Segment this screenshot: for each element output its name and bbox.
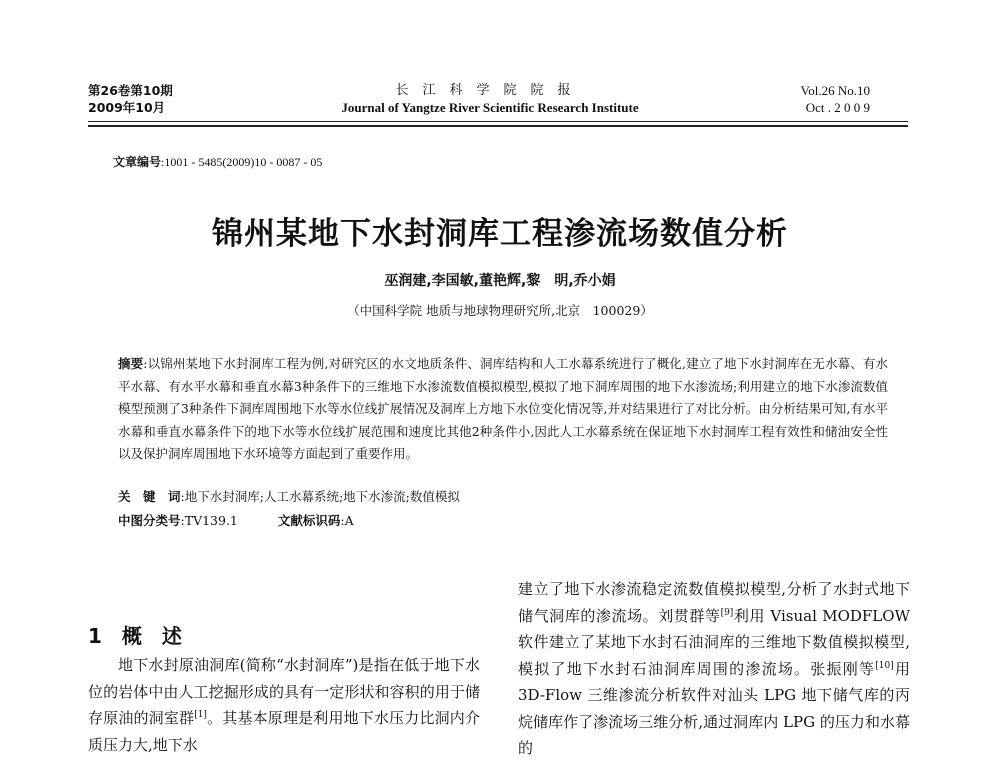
abstract-label: 摘要 [118,356,144,371]
doc-code-label: 文献标识码 [277,513,341,528]
citation-ref-9: [9] [720,607,734,618]
classification-line [118,511,354,529]
paper-title: 锦州某地下水封洞库工程渗流场数值分析 [212,216,788,252]
abstract [118,353,888,466]
section-number: 1 [88,624,102,648]
right-paragraph-part1: 建立了地下水渗流稳定流数值模拟模型,分析了水封式地下储气洞库的渗流场。刘贯群等 [518,580,910,625]
clc-label: 中图分类号 [118,513,181,528]
header-rule-thick [88,125,908,127]
clc-value: :TV139.1 [180,513,238,528]
publication-date-en: Oct . 2 0 0 9 [805,100,870,115]
section-title: 概 述 [121,624,182,648]
keywords-label: 关 键 词 [118,489,181,504]
volume-issue: 第26卷第10期 [88,83,173,98]
publication-date: 2009年10月 [88,100,166,115]
article-number-label: 文章编号 [113,155,162,169]
body-right-column [518,576,910,762]
journal-name-en: Journal of Yangtze River Scientific Research Institute [341,100,639,115]
article-number-value: :1001 - 5485(2009)10 - 0087 - 05 [161,155,323,169]
keywords-text: :地下水封洞库;人工水幕系统;地下水渗流;数值模拟 [180,489,460,504]
right-paragraph-part2: 利用 Visual MODFLOW 软件建立了某地下水封石油洞库的三维地下数值模拟模型,模拟了地下水封石油洞库周围的渗流场。张振刚等 [518,606,910,678]
paper-authors: 巫润建,李国敏,董艳辉,黎 明,乔小娟 [384,273,616,289]
journal-name-cn: 长江科学院院报 [395,83,585,98]
citation-ref-10: [10] [875,660,894,671]
citation-ref-1: [1] [194,710,207,720]
keywords [118,487,460,505]
author-affiliation: （中国科学院 地质与地球物理研究所,北京 100029） [347,303,653,318]
journal-name [250,82,730,116]
section-heading-1 [88,620,182,649]
body-left-column [88,652,480,758]
journal-volume-info [88,82,173,116]
volume-issue-en: Vol.26 No.10 [800,83,870,98]
left-paragraph-part1: 地下水封原油洞库(简称“水封洞库”)是指在低于地下水位的岩体中由人工挖掘形成的具有一定形状和容积的用于储存原油的洞室群 [88,656,480,727]
header-rule-thin [88,121,908,122]
article-number [113,153,322,170]
journal-volume-en [801,82,870,116]
abstract-text: :以锦州某地下水封洞库工程为例,对研究区的水文地质条件、洞库结构和人工水幕系统进行了概化,建立了地下水封洞库在无水幕、有水平水幕、有水平水幕和垂直水幕3种条件下的三维地下水渗流数值模拟模型,模拟了地下洞库周围的地下水渗流场;利用建立的地下水渗流数值模型预测了3种条件下洞库周围地下水等水位线扩展情况及洞库上方地下水位变化情况等,并对结果进行了对比分析。由分析结果可知,有水平水幕和垂直水幕条件下的地下水等水位线扩展范围和速度比其他2种条件小,因此人工水幕系统在保证地下水封洞库工程有效性和储油安全性以及保护洞库周围地下水环境等方面起到了重要作用。 [118,356,888,461]
right-paragraph-part3: 用 3D-Flow 三维渗流分析软件对汕头 LPG 地下储气库的丙烷储库作了渗流场三维分析,通过洞库内 LPG 的压力和水幕的 [518,659,910,757]
doc-code-value: :A [340,513,354,528]
left-paragraph-part2: 。其基本原理是利用地下水压力比洞内介质压力大,地下水 [88,709,480,754]
